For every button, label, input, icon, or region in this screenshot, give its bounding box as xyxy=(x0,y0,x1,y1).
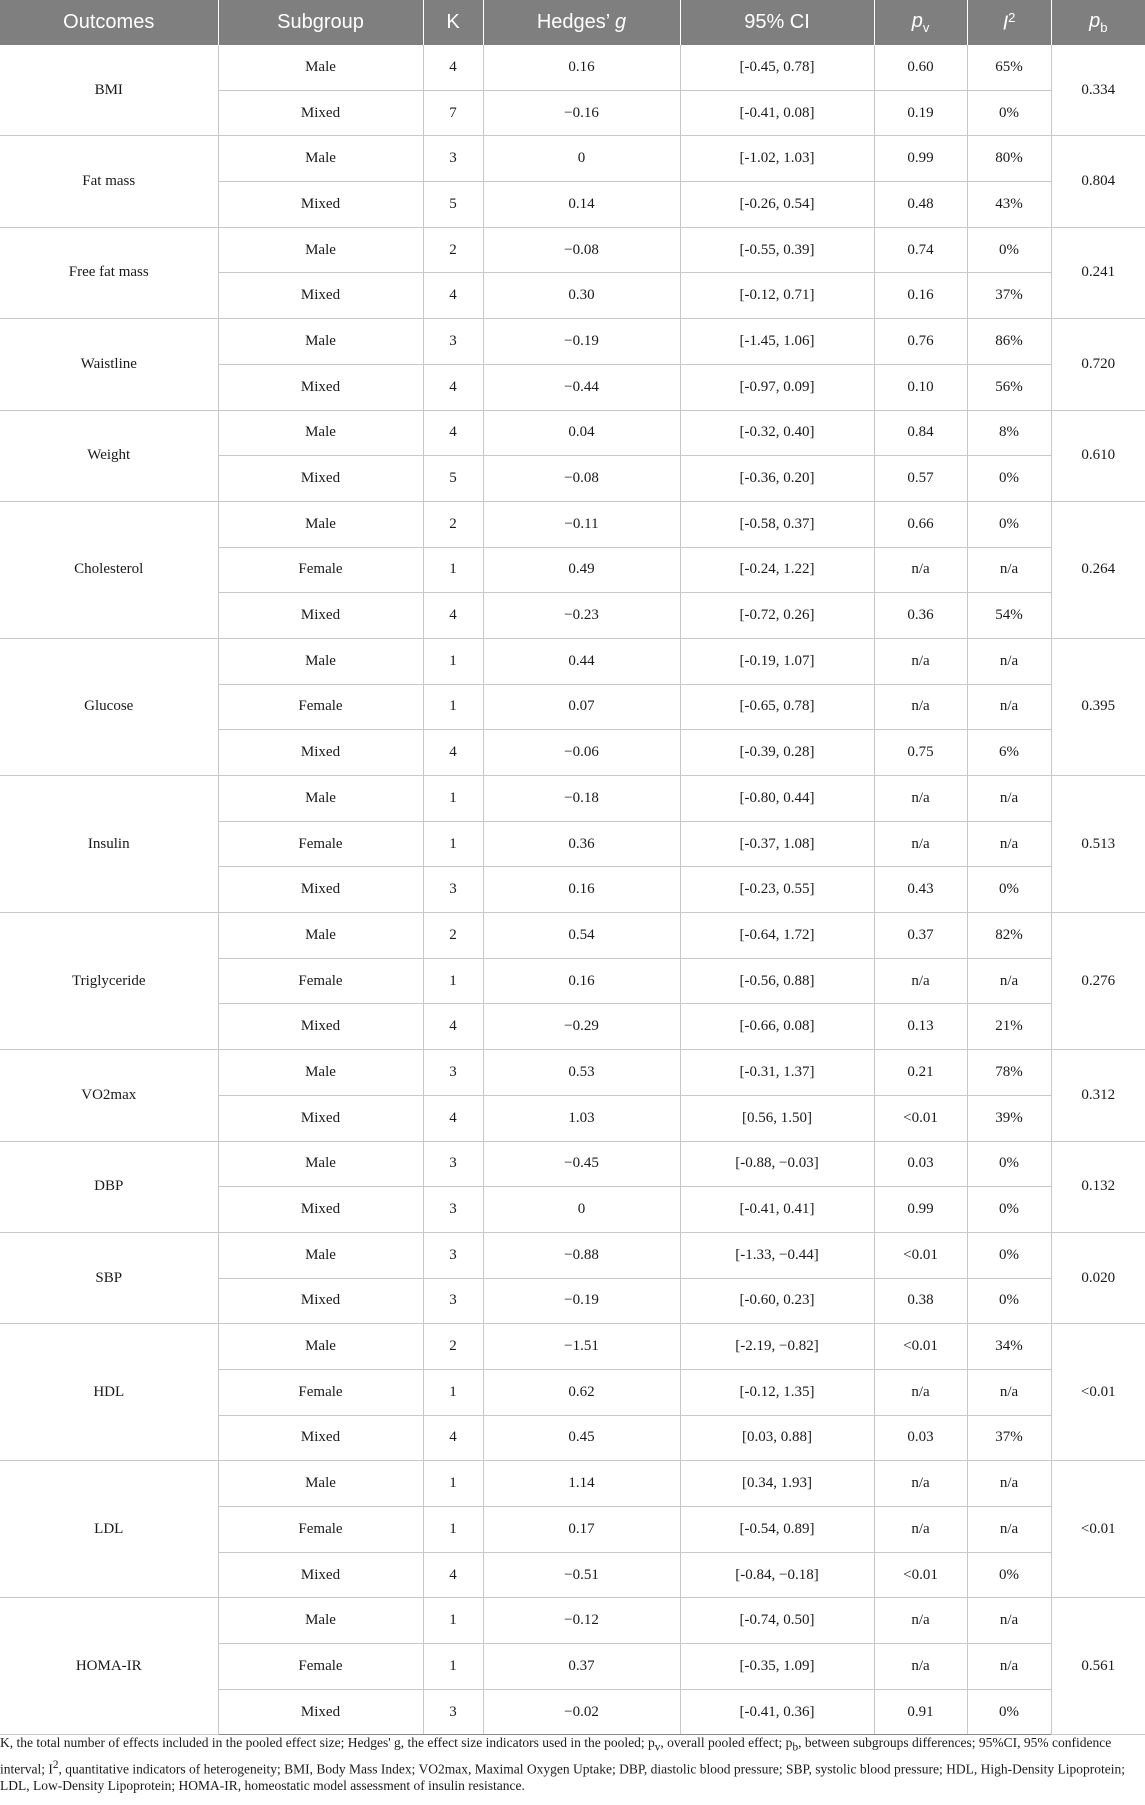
subgroup-cell: Mixed xyxy=(218,867,423,913)
i2-cell: 0% xyxy=(967,1187,1051,1233)
outcome-cell: Glucose xyxy=(0,638,218,775)
pv-cell: 0.19 xyxy=(874,90,967,136)
subgroup-cell: Male xyxy=(218,227,423,273)
subgroup-cell: Mixed xyxy=(218,1278,423,1324)
hedges-g-cell: 0.54 xyxy=(483,913,680,959)
hedges-g-cell: −0.19 xyxy=(483,319,680,365)
hedges-g-cell: 0.53 xyxy=(483,1050,680,1096)
table-footnote xyxy=(0,1734,1132,1794)
pv-cell: n/a xyxy=(874,958,967,1004)
header-pv xyxy=(874,0,967,45)
table-row xyxy=(0,1141,1145,1187)
ci-cell: [-0.31, 1.37] xyxy=(680,1050,874,1096)
outcome-cell: VO2max xyxy=(0,1050,218,1141)
ci-cell: [-2.19, −0.82] xyxy=(680,1324,874,1370)
pb-cell: 0.264 xyxy=(1051,501,1145,638)
k-cell: 1 xyxy=(423,1598,483,1644)
ci-cell: [-0.45, 0.78] xyxy=(680,45,874,90)
subgroup-cell: Female xyxy=(218,1507,423,1553)
k-cell: 5 xyxy=(423,456,483,502)
k-cell: 1 xyxy=(423,1369,483,1415)
i2-cell: 0% xyxy=(967,867,1051,913)
pb-cell: 0.395 xyxy=(1051,638,1145,775)
ci-cell: [-1.45, 1.06] xyxy=(680,319,874,365)
table-row xyxy=(0,501,1145,547)
header-hedges-prefix: Hedges’ xyxy=(536,11,616,33)
pv-cell: <0.01 xyxy=(874,1095,967,1141)
pv-cell: n/a xyxy=(874,1507,967,1553)
ci-cell: [-0.32, 0.40] xyxy=(680,410,874,456)
hedges-g-cell: −0.18 xyxy=(483,776,680,822)
hedges-g-cell: −0.08 xyxy=(483,456,680,502)
subgroup-cell: Female xyxy=(218,1369,423,1415)
pb-cell: 0.561 xyxy=(1051,1598,1145,1735)
ci-cell: [-0.41, 0.36] xyxy=(680,1689,874,1735)
pb-cell: 0.020 xyxy=(1051,1232,1145,1323)
i2-cell: 0% xyxy=(967,227,1051,273)
pv-cell: n/a xyxy=(874,1461,967,1507)
ci-cell: [-1.33, −0.44] xyxy=(680,1232,874,1278)
i2-cell: 21% xyxy=(967,1004,1051,1050)
i2-cell: 0% xyxy=(967,1141,1051,1187)
hedges-g-cell: −0.12 xyxy=(483,1598,680,1644)
pv-cell: 0.38 xyxy=(874,1278,967,1324)
pv-cell: 0.16 xyxy=(874,273,967,319)
subgroup-cell: Mixed xyxy=(218,456,423,502)
subgroup-cell: Mixed xyxy=(218,182,423,228)
k-cell: 4 xyxy=(423,410,483,456)
ci-cell: [-0.60, 0.23] xyxy=(680,1278,874,1324)
i2-cell: 43% xyxy=(967,182,1051,228)
hedges-g-cell: −0.44 xyxy=(483,364,680,410)
footnote-sub-b: b xyxy=(792,1741,799,1754)
hedges-g-cell: 0.30 xyxy=(483,273,680,319)
pv-cell: <0.01 xyxy=(874,1552,967,1598)
k-cell: 3 xyxy=(423,319,483,365)
footnote-part-1: K, the total number of effects included in the pooled effect size; Hedges' g, the effect size indicators used in the pooled; p xyxy=(0,1735,655,1750)
ci-cell: [-0.26, 0.54] xyxy=(680,182,874,228)
table-header xyxy=(0,0,1145,45)
table-row xyxy=(0,410,1145,456)
i2-cell: 65% xyxy=(967,45,1051,90)
k-cell: 1 xyxy=(423,1644,483,1690)
table-row xyxy=(0,136,1145,182)
subgroup-cell: Male xyxy=(218,913,423,959)
subgroup-cell: Mixed xyxy=(218,1004,423,1050)
outcome-cell: Free fat mass xyxy=(0,227,218,318)
outcome-cell: Weight xyxy=(0,410,218,501)
i2-cell: 0% xyxy=(967,1278,1051,1324)
pv-cell: 0.03 xyxy=(874,1141,967,1187)
hedges-g-cell: −0.02 xyxy=(483,1689,680,1735)
outcome-cell: Fat mass xyxy=(0,136,218,227)
header-hedges-g xyxy=(483,0,680,45)
subgroup-cell: Mixed xyxy=(218,1552,423,1598)
ci-cell: [-0.55, 0.39] xyxy=(680,227,874,273)
k-cell: 1 xyxy=(423,684,483,730)
hedges-g-cell: 0.07 xyxy=(483,684,680,730)
footnote-sup-2: 2 xyxy=(52,1758,59,1771)
ci-cell: [-0.12, 0.71] xyxy=(680,273,874,319)
outcome-cell: HOMA-IR xyxy=(0,1598,218,1735)
i2-cell: n/a xyxy=(967,1461,1051,1507)
pb-cell: <0.01 xyxy=(1051,1461,1145,1598)
header-outcomes: Outcomes xyxy=(0,0,218,45)
pb-cell: 0.276 xyxy=(1051,913,1145,1050)
hedges-g-cell: 0.16 xyxy=(483,45,680,90)
k-cell: 4 xyxy=(423,1004,483,1050)
pv-cell: 0.74 xyxy=(874,227,967,273)
ci-cell: [-0.19, 1.07] xyxy=(680,638,874,684)
i2-cell: 37% xyxy=(967,273,1051,319)
subgroup-cell: Male xyxy=(218,1050,423,1096)
header-i2-sup: 2 xyxy=(1008,9,1016,25)
table-row xyxy=(0,638,1145,684)
ci-cell: [-0.39, 0.28] xyxy=(680,730,874,776)
hedges-g-cell: 0.16 xyxy=(483,867,680,913)
pv-cell: 0.91 xyxy=(874,1689,967,1735)
pb-cell: 0.132 xyxy=(1051,1141,1145,1232)
subgroup-cell: Male xyxy=(218,136,423,182)
pv-cell: 0.99 xyxy=(874,136,967,182)
hedges-g-cell: 1.03 xyxy=(483,1095,680,1141)
subgroup-cell: Female xyxy=(218,958,423,1004)
subgroup-cell: Mixed xyxy=(218,1689,423,1735)
hedges-g-cell: 1.14 xyxy=(483,1461,680,1507)
table-row xyxy=(0,227,1145,273)
hedges-g-cell: 0 xyxy=(483,1187,680,1233)
k-cell: 4 xyxy=(423,1552,483,1598)
pv-cell: 0.57 xyxy=(874,456,967,502)
hedges-g-cell: −0.51 xyxy=(483,1552,680,1598)
hedges-g-cell: 0.45 xyxy=(483,1415,680,1461)
i2-cell: n/a xyxy=(967,638,1051,684)
pv-cell: n/a xyxy=(874,1644,967,1690)
hedges-g-cell: 0.14 xyxy=(483,182,680,228)
hedges-g-cell: 0.17 xyxy=(483,1507,680,1553)
hedges-g-cell: −0.08 xyxy=(483,227,680,273)
i2-cell: 34% xyxy=(967,1324,1051,1370)
pv-cell: 0.76 xyxy=(874,319,967,365)
i2-cell: n/a xyxy=(967,821,1051,867)
header-pv-sub: v xyxy=(922,20,930,35)
hedges-g-cell: 0.44 xyxy=(483,638,680,684)
subgroup-cell: Male xyxy=(218,1461,423,1507)
footnote-part-4: , quantitative indicators of heterogeneity; BMI, Body Mass Index; VO2max, Maximal Oxygen Uptake; DBP, diastolic blood pressure; SBP, systolic blood pressure; HDL, High-Density Lipoprotein; LDL, Low-Density Lipoprotein; HOMA-IR, homeostatic model assessment of insulin resistance. xyxy=(0,1761,1125,1794)
subgroup-cell: Mixed xyxy=(218,730,423,776)
pv-cell: 0.21 xyxy=(874,1050,967,1096)
ci-cell: [-0.37, 1.08] xyxy=(680,821,874,867)
hedges-g-cell: −1.51 xyxy=(483,1324,680,1370)
pv-cell: <0.01 xyxy=(874,1232,967,1278)
header-95-ci: 95% CI xyxy=(680,0,874,45)
pv-cell: 0.13 xyxy=(874,1004,967,1050)
k-cell: 1 xyxy=(423,821,483,867)
k-cell: 7 xyxy=(423,90,483,136)
outcome-cell: SBP xyxy=(0,1232,218,1323)
k-cell: 3 xyxy=(423,1232,483,1278)
i2-cell: n/a xyxy=(967,958,1051,1004)
k-cell: 1 xyxy=(423,776,483,822)
i2-cell: n/a xyxy=(967,684,1051,730)
i2-cell: 80% xyxy=(967,136,1051,182)
header-i2 xyxy=(967,0,1051,45)
subgroup-cell: Male xyxy=(218,45,423,90)
hedges-g-cell: −0.16 xyxy=(483,90,680,136)
header-row xyxy=(0,0,1145,45)
k-cell: 2 xyxy=(423,227,483,273)
subgroup-cell: Male xyxy=(218,1324,423,1370)
subgroup-cell: Male xyxy=(218,776,423,822)
k-cell: 2 xyxy=(423,1324,483,1370)
hedges-g-cell: 0 xyxy=(483,136,680,182)
pv-cell: 0.03 xyxy=(874,1415,967,1461)
ci-cell: [-0.66, 0.08] xyxy=(680,1004,874,1050)
ci-cell: [-0.72, 0.26] xyxy=(680,593,874,639)
table-row xyxy=(0,776,1145,822)
k-cell: 3 xyxy=(423,867,483,913)
hedges-g-cell: 0.04 xyxy=(483,410,680,456)
ci-cell: [-0.64, 1.72] xyxy=(680,913,874,959)
k-cell: 4 xyxy=(423,273,483,319)
subgroup-cell: Mixed xyxy=(218,90,423,136)
k-cell: 3 xyxy=(423,1050,483,1096)
outcome-cell: BMI xyxy=(0,45,218,136)
pv-cell: n/a xyxy=(874,638,967,684)
table-row xyxy=(0,1324,1145,1370)
subgroup-cell: Male xyxy=(218,319,423,365)
header-pv-base: p xyxy=(911,10,923,32)
subgroup-cell: Male xyxy=(218,638,423,684)
i2-cell: 78% xyxy=(967,1050,1051,1096)
hedges-g-cell: −0.88 xyxy=(483,1232,680,1278)
footnote-sub-v: v xyxy=(654,1741,661,1754)
pv-cell: 0.10 xyxy=(874,364,967,410)
pv-cell: 0.36 xyxy=(874,593,967,639)
k-cell: 3 xyxy=(423,1187,483,1233)
i2-cell: 82% xyxy=(967,913,1051,959)
k-cell: 4 xyxy=(423,593,483,639)
pv-cell: 0.60 xyxy=(874,45,967,90)
outcome-cell: LDL xyxy=(0,1461,218,1598)
k-cell: 3 xyxy=(423,1141,483,1187)
hedges-g-cell: −0.11 xyxy=(483,501,680,547)
subgroup-cell: Mixed xyxy=(218,1187,423,1233)
header-pb xyxy=(1051,0,1145,45)
i2-cell: 0% xyxy=(967,1232,1051,1278)
k-cell: 2 xyxy=(423,913,483,959)
hedges-g-cell: 0.16 xyxy=(483,958,680,1004)
outcome-cell: HDL xyxy=(0,1324,218,1461)
table-row xyxy=(0,913,1145,959)
i2-cell: 56% xyxy=(967,364,1051,410)
k-cell: 1 xyxy=(423,1507,483,1553)
hedges-g-cell: 0.62 xyxy=(483,1369,680,1415)
ci-cell: [0.56, 1.50] xyxy=(680,1095,874,1141)
k-cell: 3 xyxy=(423,136,483,182)
subgroup-cell: Male xyxy=(218,1232,423,1278)
pv-cell: 0.37 xyxy=(874,913,967,959)
k-cell: 1 xyxy=(423,958,483,1004)
pv-cell: 0.43 xyxy=(874,867,967,913)
header-i2-base: I xyxy=(1002,12,1009,35)
subgroup-cell: Male xyxy=(218,1141,423,1187)
ci-cell: [-0.58, 0.37] xyxy=(680,501,874,547)
subgroup-cell: Male xyxy=(218,410,423,456)
ci-cell: [-0.54, 0.89] xyxy=(680,1507,874,1553)
i2-cell: n/a xyxy=(967,1598,1051,1644)
subgroup-cell: Female xyxy=(218,684,423,730)
footnote-part-2: , overall pooled effect; p xyxy=(660,1735,793,1750)
i2-cell: 37% xyxy=(967,1415,1051,1461)
ci-cell: [-0.41, 0.08] xyxy=(680,90,874,136)
ci-cell: [-0.65, 0.78] xyxy=(680,684,874,730)
k-cell: 4 xyxy=(423,45,483,90)
i2-cell: n/a xyxy=(967,1369,1051,1415)
pb-cell: 0.312 xyxy=(1051,1050,1145,1141)
footnote-part-3: , between subgroups differences; 95%CI, 95% confidence interval; I xyxy=(0,1735,1112,1777)
hedges-g-cell: −0.19 xyxy=(483,1278,680,1324)
subgroup-cell: Mixed xyxy=(218,1095,423,1141)
i2-cell: 0% xyxy=(967,456,1051,502)
outcome-cell: Waistline xyxy=(0,319,218,410)
table-row xyxy=(0,1461,1145,1507)
pv-cell: n/a xyxy=(874,776,967,822)
k-cell: 3 xyxy=(423,1689,483,1735)
pv-cell: n/a xyxy=(874,1598,967,1644)
pv-cell: <0.01 xyxy=(874,1324,967,1370)
pv-cell: n/a xyxy=(874,821,967,867)
i2-cell: 0% xyxy=(967,1689,1051,1735)
ci-cell: [-0.24, 1.22] xyxy=(680,547,874,593)
k-cell: 1 xyxy=(423,547,483,593)
table-row xyxy=(0,1598,1145,1644)
i2-cell: 86% xyxy=(967,319,1051,365)
header-k: K xyxy=(423,0,483,45)
hedges-g-cell: 0.36 xyxy=(483,821,680,867)
hedges-g-cell: 0.37 xyxy=(483,1644,680,1690)
header-pb-sub: b xyxy=(1100,20,1108,35)
header-hedges-italic-g: g xyxy=(615,11,627,33)
hedges-g-cell: −0.29 xyxy=(483,1004,680,1050)
pv-cell: 0.84 xyxy=(874,410,967,456)
header-subgroup: Subgroup xyxy=(218,0,423,45)
k-cell: 1 xyxy=(423,1461,483,1507)
subgroup-cell: Mixed xyxy=(218,593,423,639)
subgroup-cell: Mixed xyxy=(218,273,423,319)
i2-cell: 0% xyxy=(967,501,1051,547)
ci-cell: [-0.74, 0.50] xyxy=(680,1598,874,1644)
table-row xyxy=(0,45,1145,90)
i2-cell: n/a xyxy=(967,1507,1051,1553)
subgroup-cell: Female xyxy=(218,1644,423,1690)
i2-cell: 54% xyxy=(967,593,1051,639)
ci-cell: [-0.12, 1.35] xyxy=(680,1369,874,1415)
pv-cell: 0.66 xyxy=(874,501,967,547)
pb-cell: 0.513 xyxy=(1051,776,1145,913)
i2-cell: 39% xyxy=(967,1095,1051,1141)
k-cell: 5 xyxy=(423,182,483,228)
ci-cell: [-0.35, 1.09] xyxy=(680,1644,874,1690)
hedges-g-cell: −0.06 xyxy=(483,730,680,776)
subgroup-cell: Mixed xyxy=(218,1415,423,1461)
subgroup-cell: Male xyxy=(218,501,423,547)
pv-cell: 0.48 xyxy=(874,182,967,228)
ci-cell: [-0.80, 0.44] xyxy=(680,776,874,822)
ci-cell: [-0.56, 0.88] xyxy=(680,958,874,1004)
i2-cell: n/a xyxy=(967,1644,1051,1690)
i2-cell: n/a xyxy=(967,776,1051,822)
pv-cell: 0.99 xyxy=(874,1187,967,1233)
i2-cell: 6% xyxy=(967,730,1051,776)
k-cell: 4 xyxy=(423,730,483,776)
k-cell: 4 xyxy=(423,1095,483,1141)
pb-cell: 0.804 xyxy=(1051,136,1145,227)
pv-cell: n/a xyxy=(874,547,967,593)
table-row xyxy=(0,1050,1145,1096)
k-cell: 4 xyxy=(423,364,483,410)
ci-cell: [-0.97, 0.09] xyxy=(680,364,874,410)
subgroup-cell: Male xyxy=(218,1598,423,1644)
ci-cell: [-0.23, 0.55] xyxy=(680,867,874,913)
i2-cell: n/a xyxy=(967,547,1051,593)
k-cell: 1 xyxy=(423,638,483,684)
hedges-g-cell: −0.45 xyxy=(483,1141,680,1187)
pb-cell: <0.01 xyxy=(1051,1324,1145,1461)
pb-cell: 0.334 xyxy=(1051,45,1145,136)
i2-cell: 0% xyxy=(967,90,1051,136)
subgroup-cell: Female xyxy=(218,821,423,867)
ci-cell: [-0.84, −0.18] xyxy=(680,1552,874,1598)
subgroup-cell: Female xyxy=(218,547,423,593)
hedges-g-cell: 0.49 xyxy=(483,547,680,593)
i2-cell: 8% xyxy=(967,410,1051,456)
pb-cell: 0.241 xyxy=(1051,227,1145,318)
k-cell: 4 xyxy=(423,1415,483,1461)
header-pb-base: p xyxy=(1089,10,1101,32)
pv-cell: n/a xyxy=(874,684,967,730)
k-cell: 2 xyxy=(423,501,483,547)
k-cell: 3 xyxy=(423,1278,483,1324)
hedges-g-cell: −0.23 xyxy=(483,593,680,639)
ci-cell: [-1.02, 1.03] xyxy=(680,136,874,182)
table-row xyxy=(0,1232,1145,1278)
table-row xyxy=(0,319,1145,365)
ci-cell: [0.03, 0.88] xyxy=(680,1415,874,1461)
outcome-cell: Cholesterol xyxy=(0,501,218,638)
ci-cell: [0.34, 1.93] xyxy=(680,1461,874,1507)
i2-cell: 0% xyxy=(967,1552,1051,1598)
outcome-cell: Insulin xyxy=(0,776,218,913)
outcome-cell: DBP xyxy=(0,1141,218,1232)
pv-cell: n/a xyxy=(874,1369,967,1415)
ci-cell: [-0.36, 0.20] xyxy=(680,456,874,502)
subgroup-cell: Mixed xyxy=(218,364,423,410)
outcome-cell: Triglyceride xyxy=(0,913,218,1050)
ci-cell: [-0.88, −0.03] xyxy=(680,1141,874,1187)
pb-cell: 0.610 xyxy=(1051,410,1145,501)
pv-cell: 0.75 xyxy=(874,730,967,776)
pb-cell: 0.720 xyxy=(1051,319,1145,410)
table-body xyxy=(0,45,1145,1735)
ci-cell: [-0.41, 0.41] xyxy=(680,1187,874,1233)
